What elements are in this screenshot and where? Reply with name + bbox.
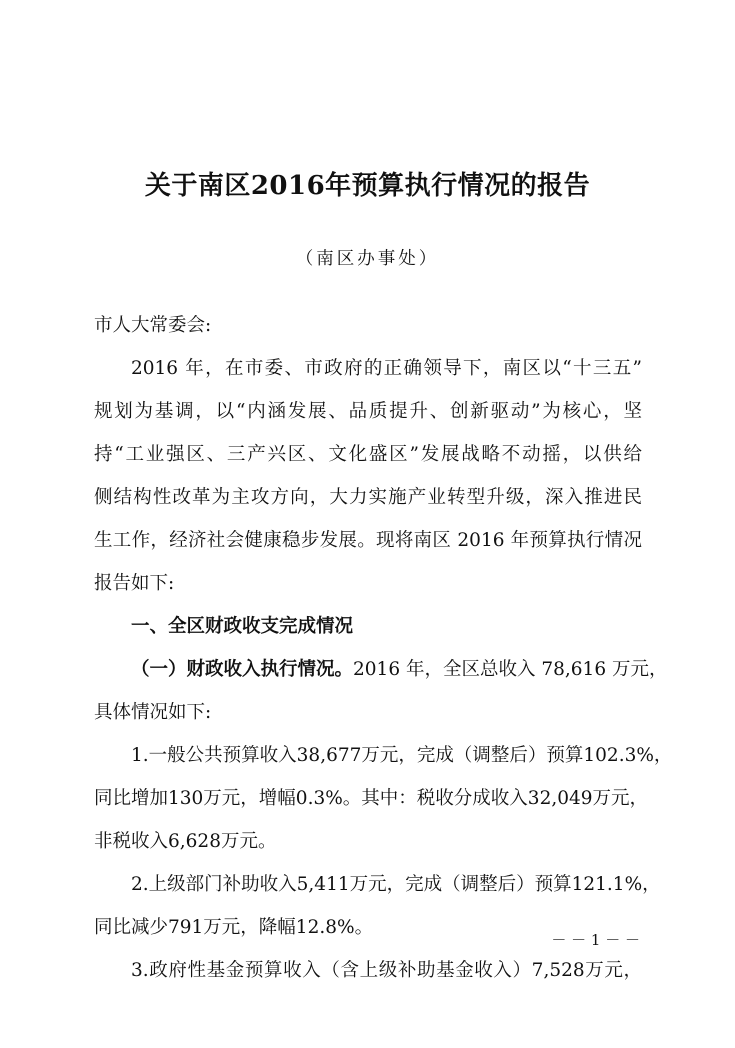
item-line: 同比增加130万元，增幅0.3%。其中：税收分成收入32,049万元， xyxy=(94,788,649,809)
item-line: 非税收入6,628万元。 xyxy=(94,831,277,852)
intro-line: 生工作，经济社会健康稳步发展。现将南区 2016 年预算执行情况 xyxy=(94,530,642,551)
intro-line: 持“工业强区、三产兴区、文化盛区”发展战略不动摇，以供给 xyxy=(94,444,642,465)
intro-line: 报告如下: xyxy=(94,573,175,594)
subsection-heading: （一）财政收入执行情况。 xyxy=(131,659,354,680)
item-line: 3.政府性基金预算收入（含上级补助基金收入）7,528万元， xyxy=(131,960,642,981)
document-title: 关于南区2016年预算执行情况的报告 xyxy=(144,171,591,201)
page-number: － － 1 － － xyxy=(551,931,640,949)
item-line: 2.上级部门补助收入5,411万元，完成（调整后）预算121.1%， xyxy=(131,874,661,895)
subsection-text: 2016 年，全区总收入 78,616 万元， xyxy=(353,659,668,680)
intro-line: 规划为基调，以“内涵发展、品质提升、创新驱动”为核心，坚 xyxy=(94,401,642,422)
intro-line: 2016 年，在市委、市政府的正确领导下，南区以“十三五” xyxy=(131,358,642,379)
intro-line: 侧结构性改革为主攻方向，大力实施产业转型升级，深入推进民 xyxy=(94,487,642,508)
item-line: 同比减少791万元，降幅12.8%。 xyxy=(94,917,374,938)
item-line: 1.一般公共预算收入38,677万元，完成（调整后）预算102.3%， xyxy=(131,745,673,766)
subsection-line: 具体情况如下: xyxy=(94,702,212,723)
salutation: 市人大常委会: xyxy=(94,315,212,336)
section-heading: 一、全区财政收支完成情况 xyxy=(131,616,354,637)
document-subtitle: （南区办事处） xyxy=(295,249,440,269)
subsection-paragraph xyxy=(131,657,667,683)
